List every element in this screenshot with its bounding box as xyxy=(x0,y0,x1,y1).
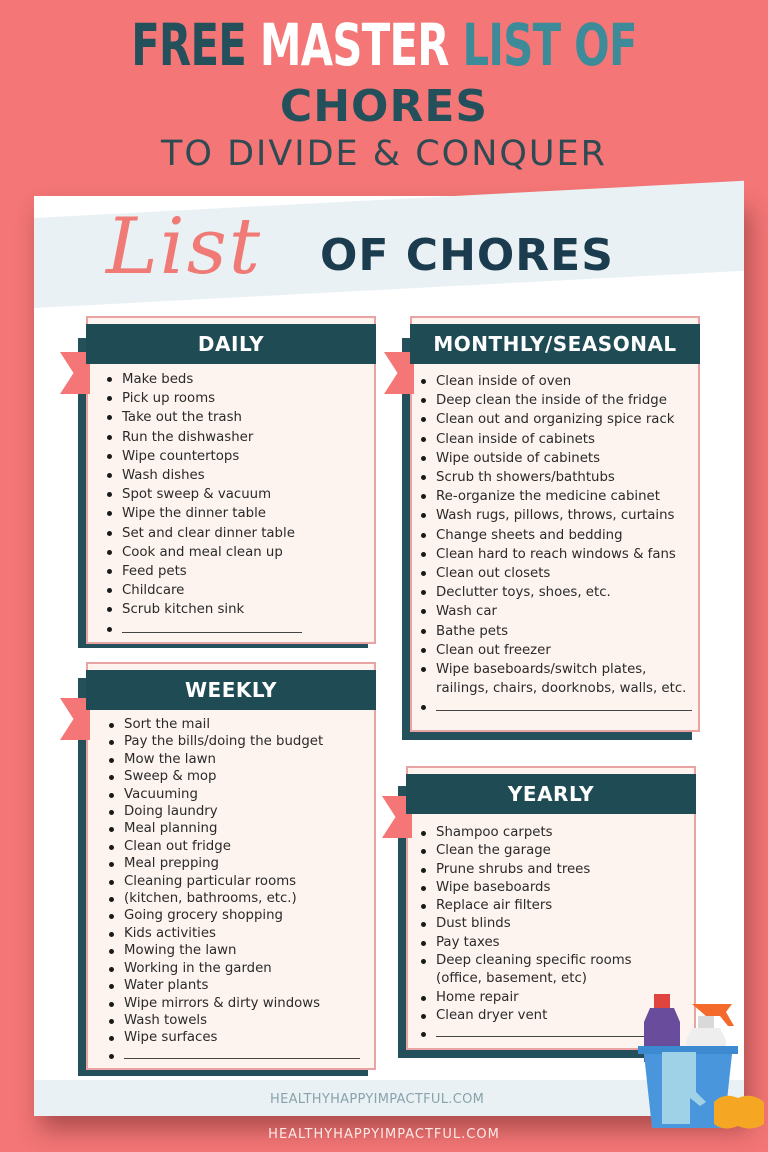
card-monthly-seasonal xyxy=(410,316,700,732)
list-item: Wash dishes xyxy=(106,466,366,485)
list-item: Replace air filters xyxy=(420,897,686,915)
list-item: Change sheets and bedding xyxy=(420,526,690,545)
monthly-list xyxy=(420,372,690,718)
list-item: Wipe countertops xyxy=(106,447,366,466)
list-item: Wipe baseboards xyxy=(420,879,686,897)
list-item: Dust blinds xyxy=(420,915,686,933)
list-item: Scrub th showers/bathtubs xyxy=(420,468,690,487)
list-item: Going grocery shopping xyxy=(108,907,366,924)
hero-word-free: FREE xyxy=(131,11,247,79)
title-script-list: List xyxy=(106,202,263,292)
list-item: Wipe mirrors & dirty windows xyxy=(108,995,366,1012)
list-item: Doing laundry xyxy=(108,803,366,820)
list-item: Working in the garden xyxy=(108,960,366,977)
list-item: Clean out freezer xyxy=(420,641,690,660)
list-item: Set and clear dinner table xyxy=(106,524,366,543)
list-item: Sort the mail xyxy=(108,716,366,733)
list-item: Meal prepping xyxy=(108,855,366,872)
bucket-illustration-icon xyxy=(636,994,768,1144)
list-item: Wipe baseboards/switch plates, xyxy=(420,660,690,679)
blank-line-item xyxy=(108,1047,366,1064)
hero-header xyxy=(0,0,768,190)
hero-word-master: MASTER xyxy=(259,11,449,79)
weekly-list xyxy=(108,716,366,1064)
card-weekly xyxy=(86,662,376,1070)
list-item-continuation: railings, chairs, doorknobs, walls, etc. xyxy=(436,681,687,697)
chore-sheet xyxy=(34,196,744,1116)
list-item: Make beds xyxy=(106,370,366,389)
blank-line-item xyxy=(106,620,366,639)
list-item: Re-organize the medicine cabinet xyxy=(420,487,690,506)
list-item: Pay taxes xyxy=(420,934,686,952)
list-item: Wipe the dinner table xyxy=(106,504,366,523)
list-item: Deep cleaning specific rooms xyxy=(420,952,686,970)
bottom-url: HEALTHYHAPPYIMPACTFUL.COM xyxy=(268,1127,500,1142)
daily-list xyxy=(106,370,366,639)
list-item: Clean hard to reach windows & fans xyxy=(420,545,690,564)
list-item: Take out the trash xyxy=(106,408,366,427)
write-in-line xyxy=(436,699,692,711)
list-item: Bathe pets xyxy=(420,622,690,641)
list-item: Spot sweep & vacuum xyxy=(106,485,366,504)
list-item: Feed pets xyxy=(106,562,366,581)
hero-title-line1 xyxy=(108,10,661,80)
list-item: Clean out closets xyxy=(420,564,690,583)
list-item: Clean inside of oven xyxy=(420,372,690,391)
list-item: Kids activities xyxy=(108,925,366,942)
list-item: Wash car xyxy=(420,602,690,621)
list-item: Wash rugs, pillows, throws, curtains xyxy=(420,506,690,525)
sheet-title xyxy=(34,196,744,316)
list-item: Mowing the lawn xyxy=(108,942,366,959)
list-item: (kitchen, bathrooms, etc.) xyxy=(108,890,366,907)
list-item: Childcare xyxy=(106,581,366,600)
hero-title-chores: CHORES xyxy=(279,81,489,132)
write-in-line xyxy=(124,1047,360,1059)
list-item: Cook and meal clean up xyxy=(106,543,366,562)
list-item: Mow the lawn xyxy=(108,751,366,768)
cleaning-supplies-icon xyxy=(636,994,768,1144)
blank-line-item xyxy=(420,698,690,717)
list-item: Pay the bills/doing the budget xyxy=(108,733,366,750)
list-item: Pick up rooms xyxy=(106,389,366,408)
card-header-monthly: MONTHLY/SEASONAL xyxy=(410,324,700,364)
write-in-line xyxy=(436,1025,646,1037)
list-item: Clean out and organizing spice rack xyxy=(420,410,690,429)
list-item: Meal planning xyxy=(108,820,366,837)
list-item: Declutter toys, shoes, etc. xyxy=(420,583,690,602)
list-item: Cleaning particular rooms xyxy=(108,873,366,890)
hero-subtitle: TO DIVIDE & CONQUER xyxy=(161,134,607,174)
list-item: Wash towels xyxy=(108,1012,366,1029)
list-item: Clean the garage xyxy=(420,842,686,860)
list-item: Clean inside of cabinets xyxy=(420,430,690,449)
sheet-footer-url: HEALTHYHAPPYIMPACTFUL.COM xyxy=(270,1092,485,1107)
card-header-yearly: YEARLY xyxy=(406,774,696,814)
list-item: Wipe outside of cabinets xyxy=(420,449,690,468)
list-item: Home repair xyxy=(420,989,686,1007)
list-item: Run the dishwasher xyxy=(106,428,366,447)
card-daily xyxy=(86,316,376,644)
card-header-daily: DAILY xyxy=(86,324,376,364)
list-item: Wipe surfaces xyxy=(108,1029,366,1046)
list-item: Deep clean the inside of the fridge xyxy=(420,391,690,410)
card-header-weekly: WEEKLY xyxy=(86,670,376,710)
list-item: Shampoo carpets xyxy=(420,824,686,842)
list-item: Vacuuming xyxy=(108,786,366,803)
list-item-continuation: (office, basement, etc) xyxy=(436,971,587,987)
list-item: Sweep & mop xyxy=(108,768,366,785)
list-item: Scrub kitchen sink xyxy=(106,600,366,619)
list-item: Clean out fridge xyxy=(108,838,366,855)
list-item: Prune shrubs and trees xyxy=(420,861,686,879)
hero-word-list-of: LIST OF xyxy=(462,11,637,79)
list-item: Clean dryer vent xyxy=(420,1007,686,1025)
list-item: Water plants xyxy=(108,977,366,994)
title-of-chores: OF CHORES xyxy=(320,230,614,281)
write-in-line xyxy=(122,621,302,633)
